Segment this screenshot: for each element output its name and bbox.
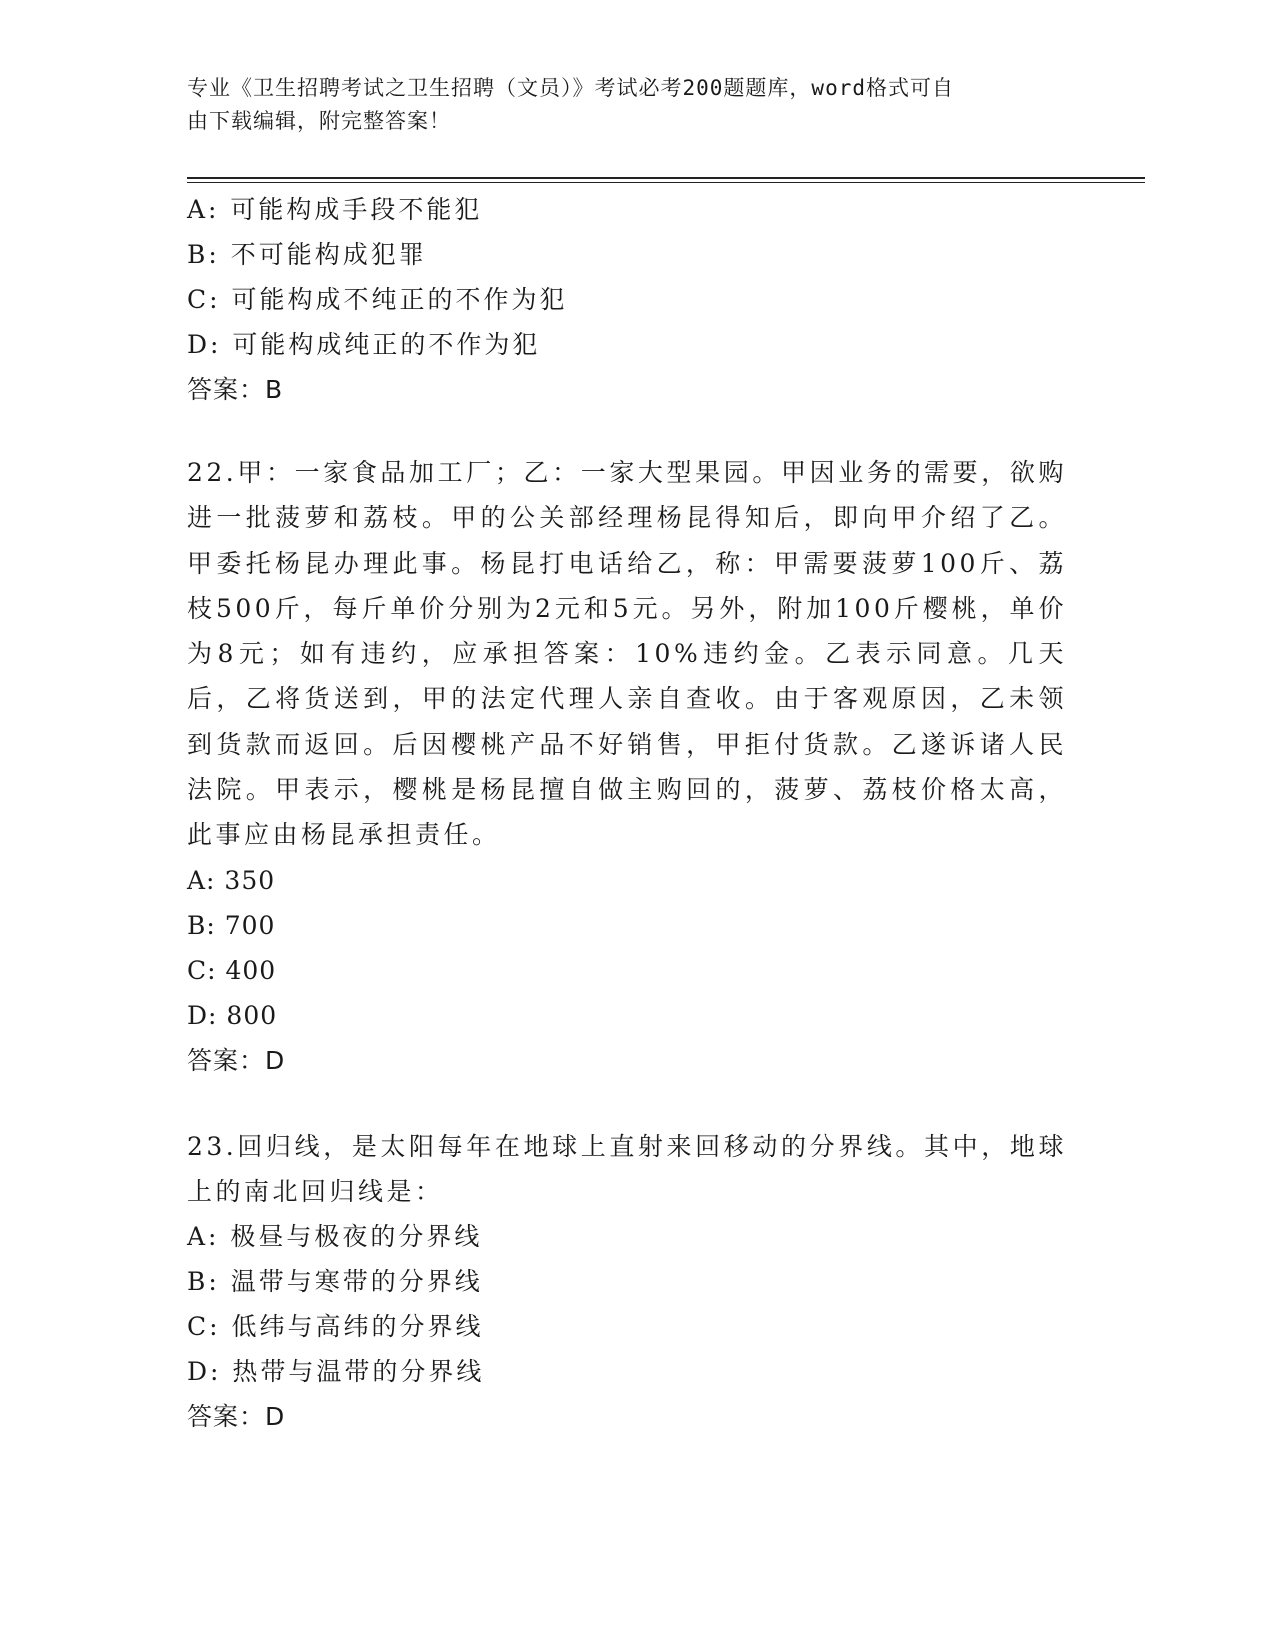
option-b: B: 温带与寒带的分界线	[187, 1267, 483, 1297]
option-c: C: 可能构成不纯正的不作为犯	[187, 285, 568, 314]
option-c: C: 400	[187, 955, 277, 985]
header-line-1: 专业《卫生招聘考试之卫生招聘（文员）》考试必考200题题库，word格式可自	[187, 76, 954, 100]
option-d: D: 热带与温带的分界线	[187, 1357, 485, 1387]
option-d: D: 800	[187, 1000, 278, 1030]
option-a: A: 极昼与极夜的分界线	[187, 1222, 483, 1252]
option-b: B: 不可能构成犯罪	[187, 240, 427, 269]
answer-line: 答案：D	[187, 1402, 286, 1432]
question-block-23	[187, 1124, 1067, 1441]
answer-line: 答案：B	[187, 375, 284, 404]
question-text: 22.甲：一家食品加工厂；乙：一家大型果园。甲因业务的需要，欲购进一批菠萝和荔枝。甲的公关部经理杨昆得知后，即向甲介绍了乙。甲委托杨昆办理此事。杨昆打电话给乙，称：甲需要菠萝100斤、荔枝500斤，每斤单价分别为2元和5元。另外，附加100斤樱桃，单价为8元；如有违约，应承担答案：10%违约金。乙表示同意。几天后，乙将货送到，甲的法定代理人亲自查收。由于客观原因，乙未领到货款而返回。后因樱桃产品不好销售，甲拒付货款。乙遂诉诸人民法院。甲表示，樱桃是杨昆擅自做主购回的，菠萝、荔枝价格太高，此事应由杨昆承担责任。	[187, 458, 1067, 850]
question-block-22	[187, 450, 1067, 1084]
option-a: A: 可能构成手段不能犯	[187, 195, 483, 224]
question-block-21	[187, 187, 1067, 413]
option-b: B: 700	[187, 910, 276, 940]
header-line-2: 由下载编辑，附完整答案！	[187, 109, 451, 133]
document-content	[187, 187, 1067, 1440]
option-a: A: 350	[187, 865, 276, 895]
option-c: C: 低纬与高纬的分界线	[187, 1312, 484, 1342]
header-divider	[187, 177, 1145, 183]
document-header	[187, 72, 1067, 138]
option-d: D: 可能构成纯正的不作为犯	[187, 330, 541, 359]
question-text: 23.回归线，是太阳每年在地球上直射来回移动的分界线。其中，地球上的南北回归线是：	[187, 1131, 1067, 1206]
answer-line: 答案：D	[187, 1045, 286, 1075]
